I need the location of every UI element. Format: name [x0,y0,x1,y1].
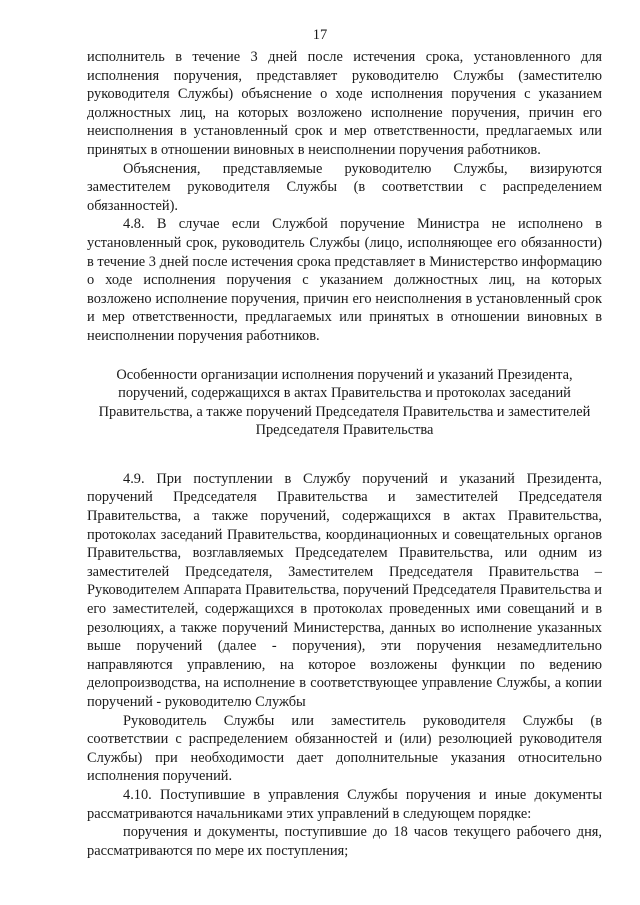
paragraph-head-instructions: Руководитель Службы или заместитель руководителя Службы (в соответствии с распределением обязанностей и (или) резолюцией руководителя Службы) при необходимости дает дополнительные указания относительно исполнения поручений. [87,712,602,785]
page-number: 17 [312,27,328,43]
paragraph-continuation: исполнитель в течение 3 дней после истечения срока, установленного для исполнения поручения, представляет руководителю Службы (заместителю руководителя Службы) объяснение о ходе исполнения поручения с указанием должностных лиц, на которых возложено исполнение поручения, причин его неисполнения в установленный срок и мер ответственности, предлагаемых или принятых в отношении виновных в неисполнении поручения работников. [87,49,602,158]
paragraph-4-8: 4.8. В случае если Службой поручение Министра не исполнено в установленный срок, руководитель Службы (лицо, исполняющее его обязанности) в течение 3 дней после истечения срока представляет в Министерство информацию о ходе исполнения поручения с указанием должностных лиц, на которых возложено исполнение поручения, причин его неисполнения в установленный срок и мер ответственности, предлагаемых или принятых в отношении виновных в неисполнении поручения работников. [87,216,602,344]
paragraph-4-10: 4.10. Поступившие в управления Службы поручения и иные документы рассматриваются начальниками этих управлений в следующем порядке: [87,786,602,822]
paragraph-explanations: Объяснения, представляемые руководителю Службы, визируются заместителем руководителя Службы (в соответствии с распределением обязанностей). [87,160,602,214]
paragraph-4-9: 4.9. При поступлении в Службу поручений и указаний Президента, поручений Председателя Правительства и заместителей Председателя Правительства, а также поручений, содержащихся в актах Правительства, протоколах заседаний Правительства, координационных и совещательных органов Правительства, возглавляемых Председателем Правительства, или одним из заместителей Председателя, Заместителем Председателя Правительства – Руководителем Аппарата Правительства, поручений Председателя Правительства и его заместителей, содержащихся в протоколах проведенных ими совещаний и в резолюциях, а также поручений Министерства, данных во исполнение указанных выше поручений (далее - поручения), эти поручения незамедлительно направляются управлению, на которое возложены функции по ведению делопроизводства, на исполнение в соответствующее управление Службы, а копии поручений - руководителю Службы [87,470,602,710]
section-heading: Особенности организации исполнения поручений и указаний Президента, поручений, содержащихся в актах Правительства и протоколах заседаний Правительства, а также поручений Председателя Правительства и заместителей Председателя Правительства [98,366,591,439]
document-body [87,48,602,860]
paragraph-receipt-order: поручения и документы, поступившие до 18 часов текущего рабочего дня, рассматриваются по мере их поступления; [87,824,602,859]
